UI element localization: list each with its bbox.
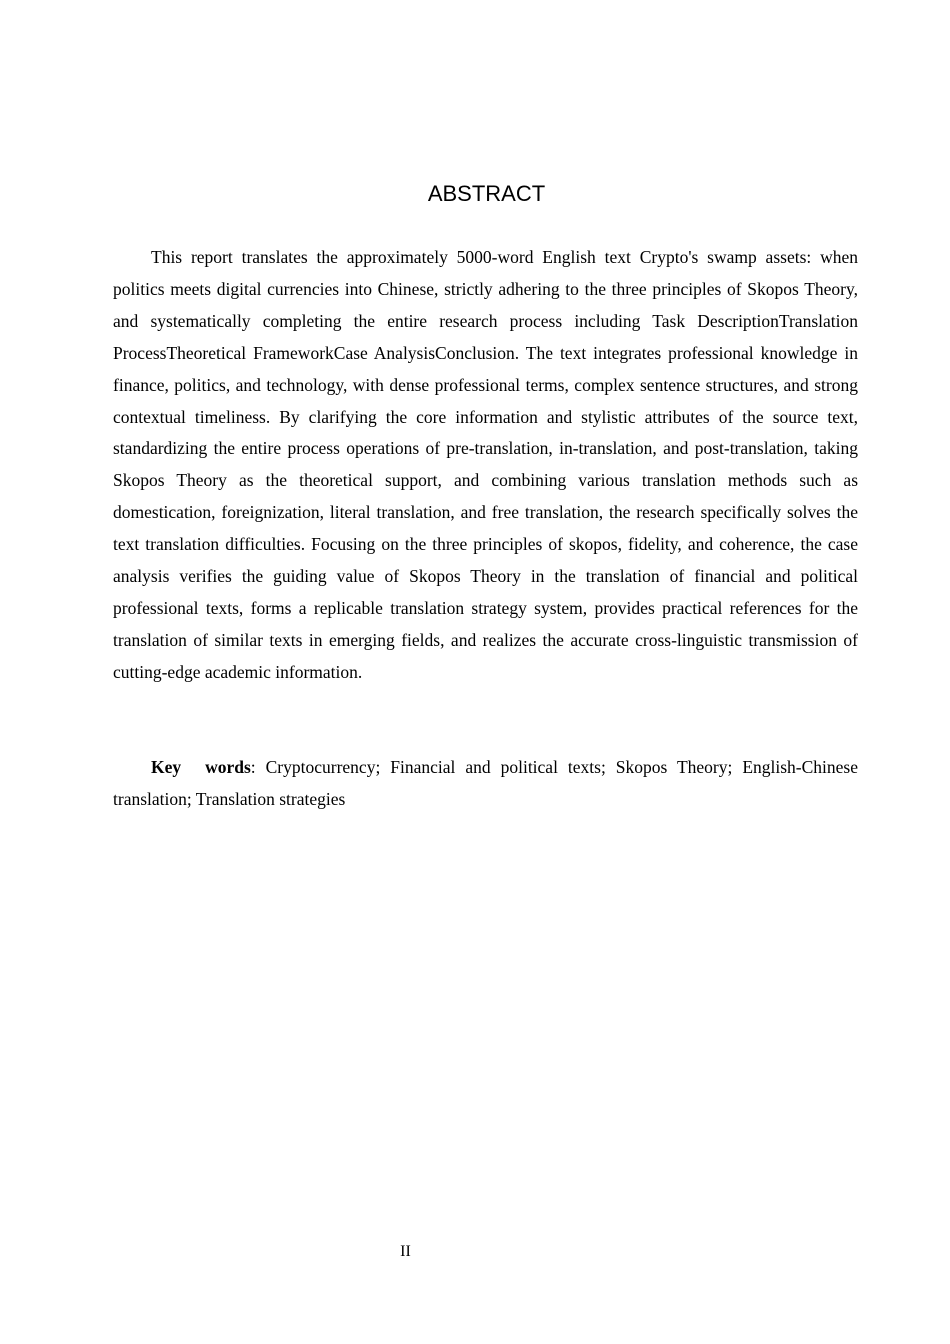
keywords-label: Key words [151, 757, 251, 777]
keywords-paragraph [113, 752, 858, 816]
abstract-title: ABSTRACT [427, 181, 546, 206]
keywords-separator: : [250, 757, 256, 777]
abstract-paragraph: This report translates the approximately 5000-word English text Crypto's swamp assets: when politics meets digital currencies into Chinese, strictly adhering to the three principles of Skopos Theory, and systematically completing the entire research process including Task DescriptionTranslation ProcessTheoretical FrameworkCase AnalysisConclusion. The text integrates professional knowledge in finance, politics, and technology, with dense professional terms, complex sentence structures, and strong contextual timeliness. By clarifying the core information and stylistic attributes of the source text, standardizing the entire process operations of pre-translation, in-translation, and post-translation, taking Skopos Theory as the theoretical support, and combining various translation methods such as domestication, foreignization, literal translation, and free translation, the research specifically solves the text translation difficulties. Focusing on the three principles of skopos, fidelity, and coherence, the case analysis verifies the guiding value of Skopos Theory in the translation of financial and political professional texts, forms a replicable translation strategy system, provides practical references for the translation of similar texts in emerging fields, and realizes the accurate cross-linguistic transmission of cutting-edge academic information. [113, 247, 858, 682]
page-number: II [400, 1243, 411, 1260]
keywords-list: Cryptocurrency; Financial and political texts; Skopos Theory; English-Chinese translation; Translation strategies [113, 757, 858, 809]
